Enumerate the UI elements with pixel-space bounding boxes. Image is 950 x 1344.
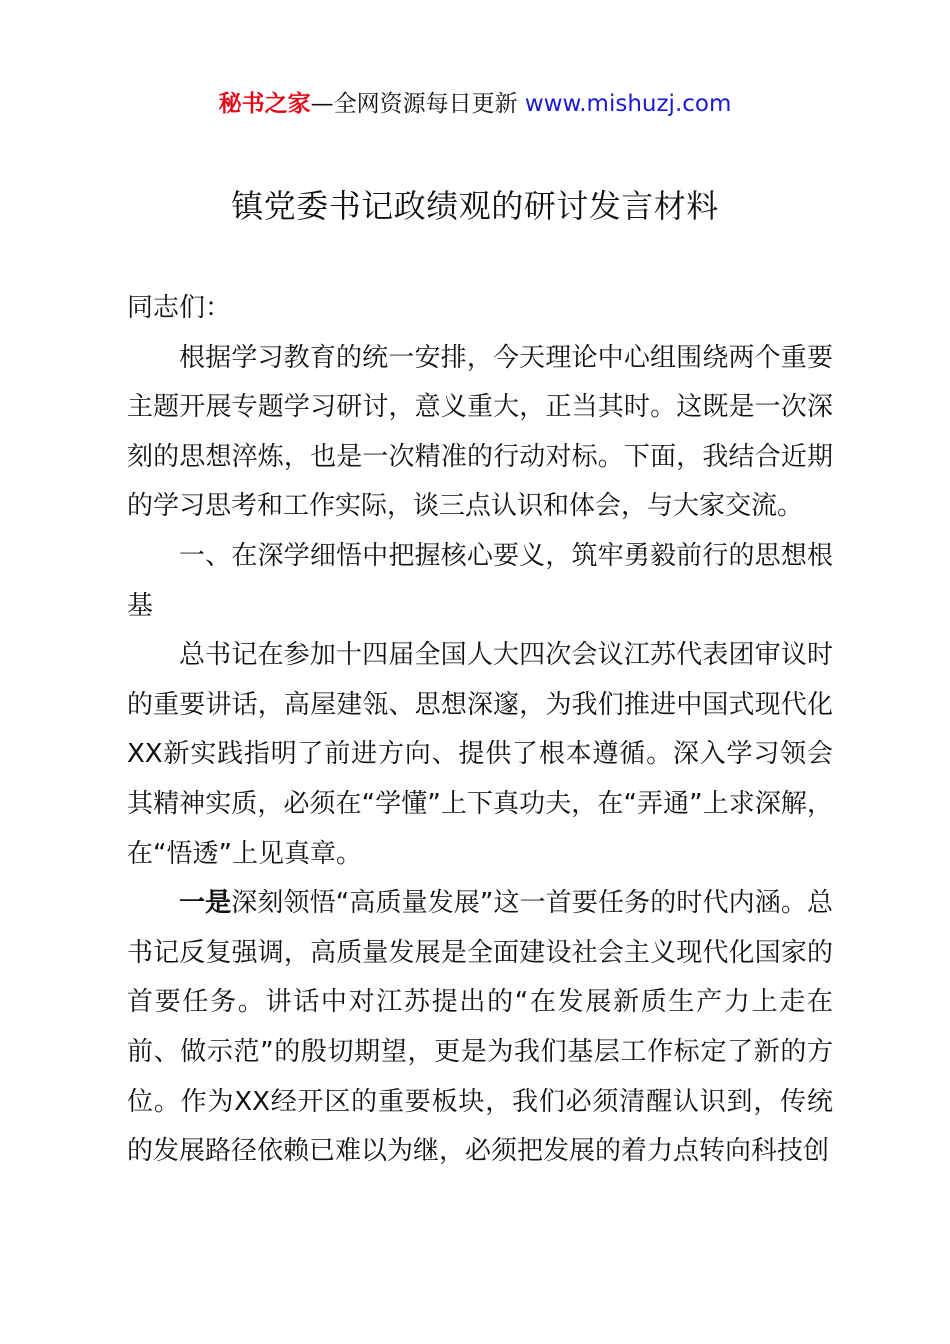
document-title: 镇党委书记政绩观的研讨发言材料 xyxy=(231,187,719,225)
point-1-text: 深刻领悟“高质量发展”这一首要任务的时代内涵。总书记反复强调，高质量发展是全面建设社会主义现代化国家的首要任务。讲话中对江苏提出的“在发展新质生产力上走在前、做示范”的殷切期望，更是为我们基层工作标定了新的方位。作为XX经开区的重要板块，我们必须清醒认识到，传统的发展路径依赖已难以为继，必须把发展的着力点转向科技创 xyxy=(127,888,833,1167)
section-1-heading: 一、在深学细悟中把握核心要义，筑牢勇毅前行的思想根基 xyxy=(127,540,833,621)
site-tagline: —全网资源每日更新 xyxy=(310,91,525,117)
site-url-link[interactable]: www.mishuzj.com xyxy=(524,91,732,117)
point-1-lead: 一是 xyxy=(179,888,232,919)
site-brand: 秘书之家 xyxy=(218,91,311,117)
section-1-paragraph: 总书记在参加十四届全国人大四次会议江苏代表团审议时的重要讲话，高屋建瓴、思想深邃，为我们推进中国式现代化XX新实践指明了前进方向、提供了根本遵循。深入学习领会其精神实质，必须在“学懂”上下真功夫，在“弄通”上求深解，在“悟透”上见真章。 xyxy=(127,640,833,869)
document-body xyxy=(127,284,833,1177)
point-1-paragraph xyxy=(127,879,833,1177)
site-header xyxy=(0,86,950,122)
intro-paragraph: 根据学习教育的统一安排，今天理论中心组围绕两个重要主题开展专题学习研讨，意义重大，正当其时。这既是一次深刻的思想淬炼，也是一次精准的行动对标。下面，我结合近期的学习思考和工作实际，谈三点认识和体会，与大家交流。 xyxy=(127,342,833,522)
salutation: 同志们： xyxy=(127,293,232,323)
